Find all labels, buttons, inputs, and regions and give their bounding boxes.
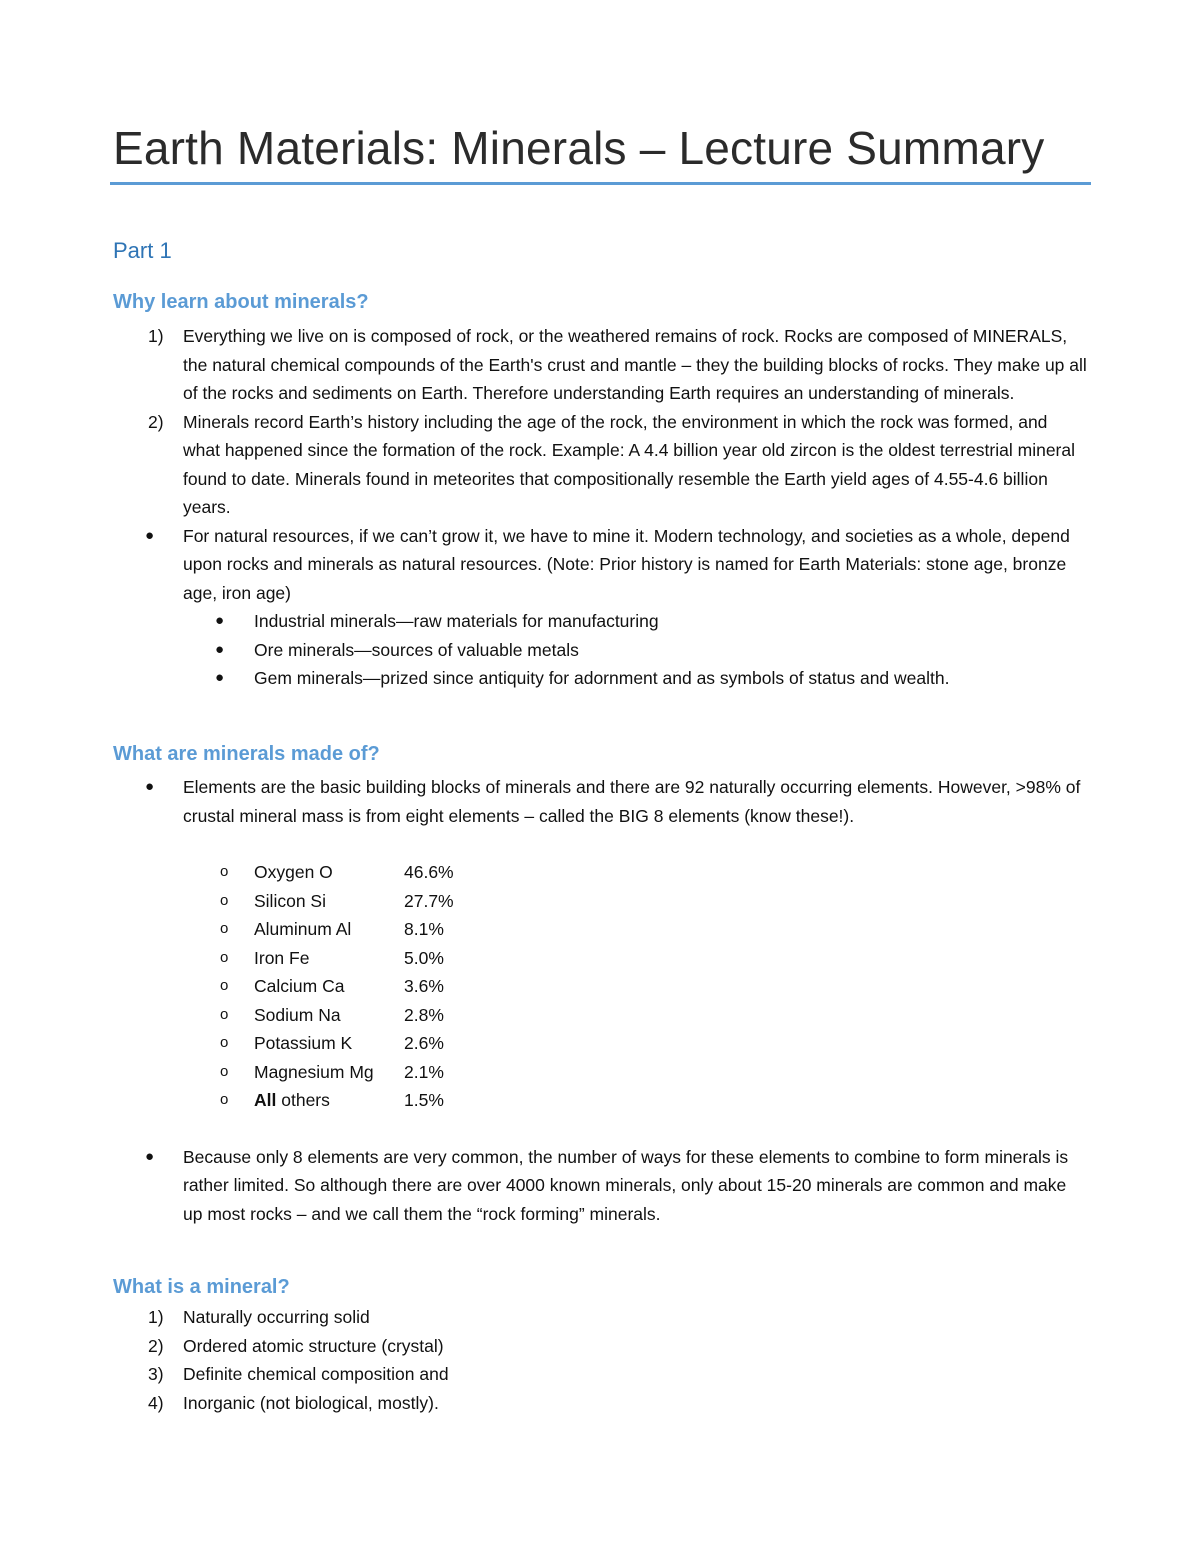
element-percent: 46.6% [404,862,454,882]
spacer [0,830,1200,858]
circle-bullet-icon: o [220,977,229,994]
element-name: Silicon Si [254,890,326,911]
list-item-text: Because only 8 elements are very common, the number of ways for these elements to combine to form minerals is rather limited. So although there are over 4000 known minerals, only about 15-20 minerals are common and make up most rocks – and we call them the “rock forming” minerals. [183,1146,1069,1224]
element-percent: 2.6% [404,1033,444,1053]
what-is-list [0,1303,1200,1417]
others-bold: All [254,1090,277,1110]
element-row [0,858,1200,887]
circle-bullet-icon: o [220,1062,229,1080]
bullet-icon: ● [215,612,225,629]
sub-list-item [0,636,1200,665]
list-item [0,1389,1200,1418]
others-rest: others [276,1090,330,1110]
list-item-text: Minerals record Earth’s history including the age of the rock, the environment in which the rock was formed, and what happened since the formation of the rock. Example: A 4.4 billion year old zircon is the oldest terrestrial mineral found to date. Minerals found in meteorites that compositionally resemble the Earth yield ages of 4.55-4.6 billion years. [183,411,1075,517]
element-row [0,1001,1200,1030]
element-row [0,972,1200,1001]
list-marker: 2) [148,411,164,432]
element-name-others [254,1086,404,1115]
element-name: Aluminum Al [254,919,352,939]
circle-bullet-icon: o [220,1091,229,1108]
list-item [0,1360,1200,1389]
page-title: Earth Materials: Minerals – Lecture Summary [113,122,1045,174]
spacer [0,1115,1200,1143]
part-heading: Part 1 [113,238,172,263]
list-item [0,1143,1200,1229]
bullet-icon: ● [145,526,155,544]
list-item [0,1303,1200,1332]
list-item-text: Elements are the basic building blocks of minerals and there are 92 naturally occurring elements. However, >98% of crustal mineral mass is from eight elements – called the BIG 8 elements (know these!). [183,777,1081,826]
sub-list-item [0,664,1200,693]
list-item [0,522,1200,608]
circle-bullet-icon: o [220,1005,229,1023]
title-underline [110,182,1091,185]
list-item-text: Naturally occurring solid [183,1307,370,1327]
circle-bullet-icon: o [220,1034,229,1051]
element-percent: 2.1% [404,1061,444,1082]
list-item-text: Inorganic (not biological, mostly). [183,1392,439,1413]
section-heading-made-of: What are minerals made of? [113,743,380,765]
bullet-icon: ● [145,1147,155,1165]
bullet-icon: ● [145,778,155,795]
element-percent: 8.1% [404,919,444,939]
list-item [0,408,1200,522]
element-row [0,915,1200,944]
element-percent: 27.7% [404,890,454,911]
element-name: Sodium Na [254,1004,341,1025]
element-name: Potassium K [254,1033,353,1053]
element-percent: 2.8% [404,1004,444,1025]
made-of-list [0,773,1200,1228]
list-item-text: Ordered atomic structure (crystal) [183,1335,444,1356]
element-row [0,1058,1200,1087]
section-heading-why: Why learn about minerals? [113,291,369,313]
element-row [0,887,1200,916]
circle-bullet-icon: o [220,863,229,880]
list-item-text: For natural resources, if we can’t grow it, we have to mine it. Modern technology, and societies as a whole, depend upon rocks and minerals as natural resources. (Note: Prior history is named for Earth Materials: stone age, bronze age, iron age) [183,525,1070,603]
sub-list-item-text: Ore minerals—sources of valuable metals [254,639,579,660]
list-marker: 1) [148,326,164,346]
list-item-text: Definite chemical composition and [183,1364,449,1384]
element-name: Magnesium Mg [254,1061,374,1082]
list-marker: 3) [148,1364,164,1384]
why-list [0,322,1200,693]
bullet-icon: ● [215,640,225,658]
element-row [0,944,1200,973]
element-name: Calcium Ca [254,976,345,996]
sub-list-item [0,607,1200,636]
list-marker: 1) [148,1307,164,1327]
list-item-text: Everything we live on is composed of rock, or the weathered remains of rock. Rocks are composed of MINERALS, the natural chemical compounds of the Earth's crust and mantle – they the building blocks of rocks. They make up all of the rocks and sediments on Earth. Therefore understanding Earth requires an understanding of minerals. [183,326,1087,403]
circle-bullet-icon: o [220,891,229,909]
sub-list-item-text: Industrial minerals—raw materials for manufacturing [254,611,659,631]
list-item [0,322,1200,408]
list-marker: 4) [148,1392,164,1413]
element-percent: 1.5% [404,1090,444,1110]
section-heading-what-is: What is a mineral? [113,1276,290,1298]
list-marker: 2) [148,1335,164,1356]
circle-bullet-icon: o [220,920,229,937]
element-percent: 3.6% [404,976,444,996]
element-name: Iron Fe [254,947,310,968]
list-item [0,773,1200,830]
element-percent: 5.0% [404,947,444,968]
element-row [0,1086,1200,1115]
list-item [0,1332,1200,1361]
circle-bullet-icon: o [220,948,229,966]
element-name: Oxygen O [254,862,333,882]
element-row [0,1029,1200,1058]
sub-list-item-text: Gem minerals—prized since antiquity for adornment and as symbols of status and wealth. [254,668,950,688]
bullet-icon: ● [215,669,225,686]
